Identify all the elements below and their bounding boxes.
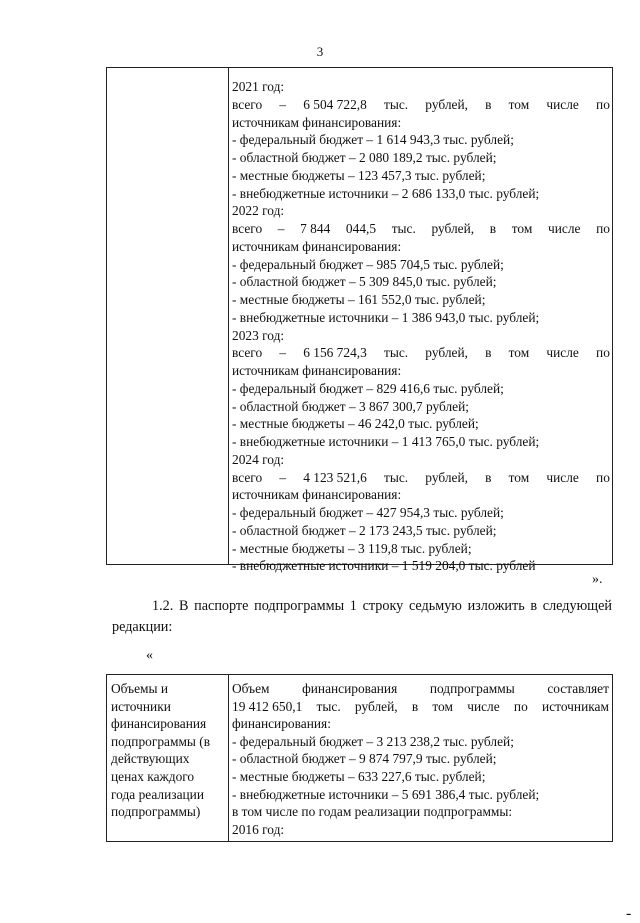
label-line: Объемы и [111,681,169,696]
word: всего [232,345,263,361]
text-line: - областной бюджет – 3 867 300,7 рублей; [232,398,469,414]
text-line: - областной бюджет – 2 173 243,5 тыс. рублей; [232,522,497,538]
word: в [411,698,419,714]
text-line: - местные бюджеты – 3 119,8 тыс. рублей; [232,540,472,556]
word: всего [232,469,263,485]
text-line: финансирования: [232,716,331,732]
text-line-justified [232,469,610,487]
word: – [279,469,287,485]
word: в [489,221,497,236]
text-line: 2016 год: [232,821,285,837]
word: тыс. [391,221,416,236]
text-line: - областной бюджет – 5 309 845,0 тыс. рублей; [232,274,497,290]
text-line-justified [232,220,610,238]
scan-speck: - [626,905,632,922]
word: числе [546,345,579,361]
text-line: - местные бюджеты – 633 227,6 тыс. рублей; [232,768,486,784]
word: тыс. [383,469,409,485]
funding-table-continuation [106,67,613,574]
text-line: - федеральный бюджет – 829 416,6 тыс. рублей; [232,380,504,396]
funding-amount-cell [232,680,609,838]
text-line: - местные бюджеты – 123 457,3 тыс. рублей; [232,167,486,183]
word: 7 844 [300,221,331,236]
text-line: 2024 год: [232,451,285,467]
text-line-justified [232,96,610,114]
word: финансирования [302,681,398,696]
label-line: источники [111,698,171,714]
text-line: - федеральный бюджет – 3 213 238,2 тыс. рублей; [232,733,514,749]
word: составляет [547,681,609,696]
label-line: подпрограммы) [111,804,201,820]
word: рублей, [431,221,475,236]
text-line: источникам финансирования: [232,238,402,254]
funding-by-year-cell [232,78,610,575]
word: Объем [232,681,270,696]
word: подпрограммы [429,681,515,696]
text-line: - внебюджетные источники – 5 691 386,4 тыс. рублей; [232,786,540,802]
label-line: действующих [111,751,190,767]
word: том [508,469,530,485]
text-line: - местные бюджеты – 46 242,0 тыс. рублей; [232,416,479,432]
text-line: - внебюджетные источники – 1 519 204,0 тыс. рублей [232,558,536,574]
word: – [279,345,287,361]
text-line: 2022 год: [232,203,285,219]
text-line: источникам финансирования: [232,363,402,378]
word: числе [467,698,500,714]
amendment-paragraph: 1.2. В паспорте подпрограммы 1 строку седьмую изложить в следующей редакции: [112,598,612,635]
word: 4 123 521,6 [303,469,367,485]
word: по [513,698,528,714]
text-line: 2023 год: [232,327,285,343]
text-line: - внебюджетные источники – 1 413 765,0 тыс. рублей; [232,434,540,449]
text-line: - областной бюджет – 9 874 797,9 тыс. рублей; [232,751,497,767]
word: тыс. [383,96,409,112]
text-line: 2021 год: [232,79,285,94]
word: по [596,345,610,361]
word: том [432,698,453,714]
label-line: года реализации [111,786,205,802]
text-line: - федеральный бюджет – 985 704,5 тыс. рублей; [232,256,504,272]
word: по [596,221,610,236]
word: том [511,221,533,236]
opening-quote: « [146,648,153,663]
word: рублей, [425,96,468,112]
word: по [596,96,610,112]
word: числе [546,96,579,112]
subprogram-funding-table [106,674,613,842]
text-line-justified [232,344,610,362]
word: рублей, [425,345,468,361]
word: в [485,96,492,112]
word: том [508,96,530,112]
text-line: - федеральный бюджет – 1 614 943,3 тыс. рублей; [232,132,514,148]
label-line: финансирования [111,716,207,732]
label-line: подпрограммы (в [111,733,211,749]
text-line: - внебюджетные источники – 1 386 943,0 тыс. рублей; [232,309,540,325]
text-line: - областной бюджет – 2 080 189,2 тыс. рублей; [232,150,497,165]
word: тыс. [316,698,341,714]
word: тыс. [383,345,409,361]
text-line: - внебюджетные источники – 2 686 133,0 тыс. рублей; [232,185,540,201]
word: рублей, [425,469,468,485]
text-line-justified [232,680,609,698]
table-column-divider [228,675,229,841]
word: числе [547,221,581,236]
word: – [277,221,285,236]
word: по [596,469,610,485]
text-line-justified [232,698,609,716]
label-line: ценах каждого [111,768,195,784]
word: 6 504 722,8 [303,96,367,112]
text-line: - местные бюджеты – 161 552,0 тыс. рублей; [232,292,486,307]
word: рублей, [354,698,398,714]
word: источникам [542,698,609,714]
word: том [508,345,530,361]
word: всего [232,221,263,236]
text-line: - федеральный бюджет – 427 954,3 тыс. рублей; [232,505,504,520]
word: числе [546,469,579,485]
word: 044,5 [345,221,377,236]
closing-quote: ». [592,572,603,587]
word: – [279,96,287,112]
text-line: источникам финансирования: [232,114,402,130]
row-label-cell [111,680,227,821]
word: всего [232,96,263,112]
text-line: в том числе по годам реализации подпрограммы: [232,804,513,820]
word: в [485,469,492,485]
word: в [485,345,492,361]
page-number: 3 [316,44,324,59]
text-line: источникам финансирования: [232,487,402,503]
word: 19 412 650,1 [232,698,303,714]
table-column-divider [228,68,229,564]
word: 6 156 724,3 [303,345,367,361]
